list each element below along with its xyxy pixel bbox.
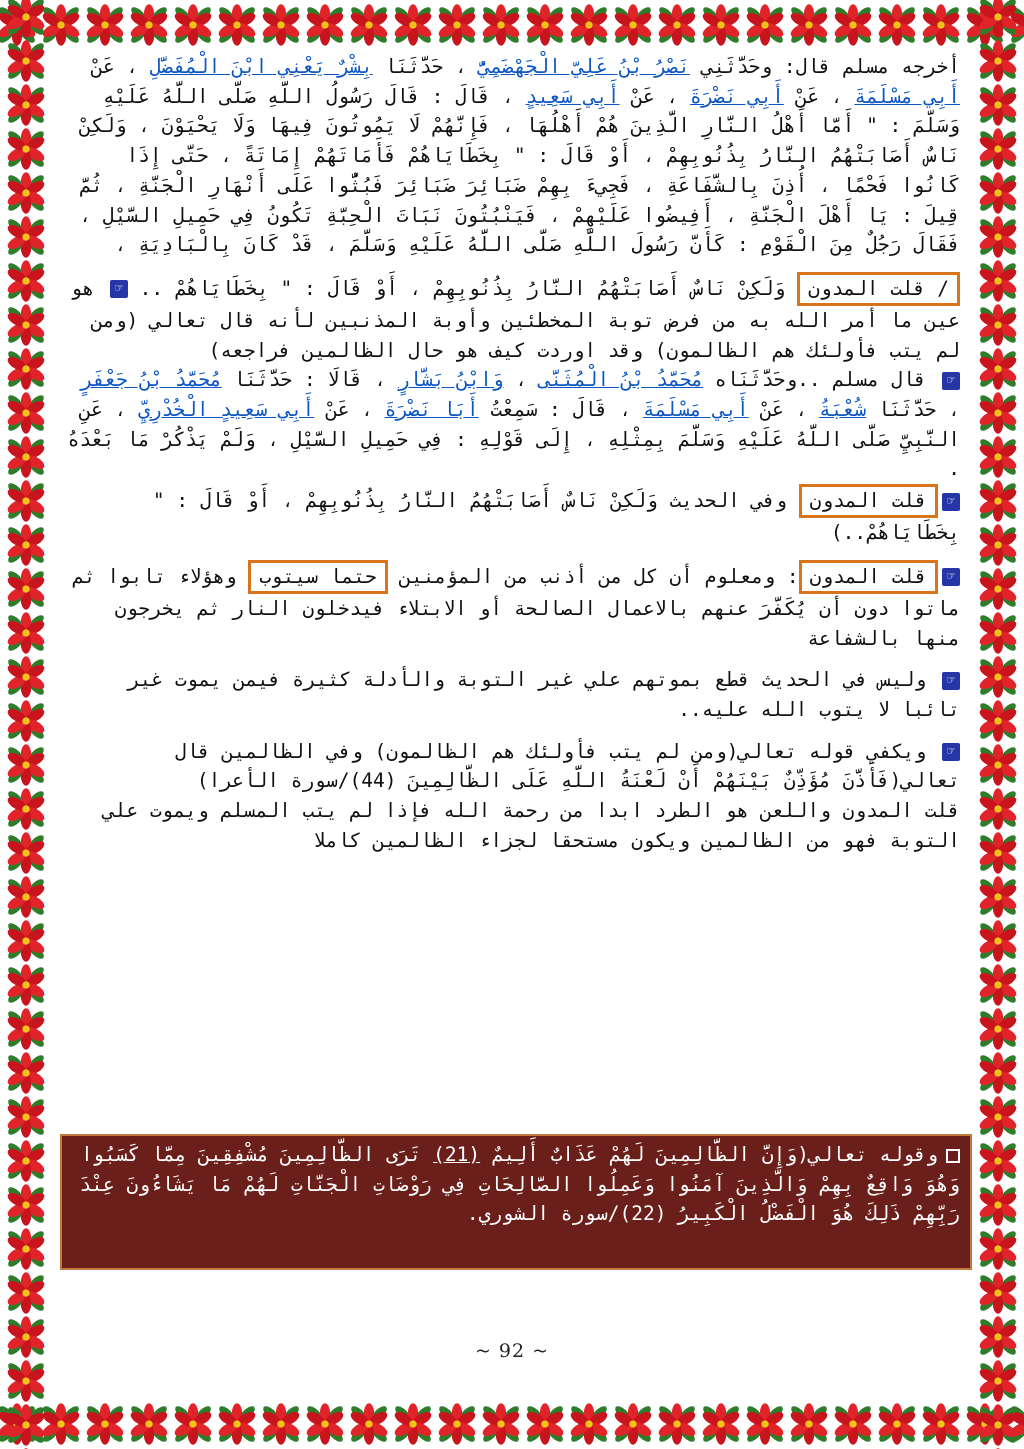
conclusion-paragraph: قلت المدون واللعن هو الطرد ابدا من رحمة الله فإذا لم يتب المسلم ويموت علي التوبة فهو من الظالمين ويكون مستحقا لجزاء الظالمين كاملا bbox=[102, 799, 960, 852]
text: وَلَكِنْ نَاسٌ أَصَابَتْهُمُ النَّارُ بِذُنُوبِهِمْ ، أَوْ قَالَ : " بِخَطَايَاهُمْ .. bbox=[127, 276, 798, 300]
poinsettia-icon bbox=[302, 2, 348, 48]
poinsettia-icon bbox=[346, 1401, 392, 1447]
text: أخرجه مسلم قال: وحَدَّثَنِي bbox=[689, 55, 960, 78]
text: : ومعلوم أن كل من أذنب من المؤمنين bbox=[387, 564, 799, 588]
pointing-hand-icon: ☞ bbox=[942, 372, 960, 390]
poinsettia-icon bbox=[258, 2, 304, 48]
poinsettia-icon bbox=[610, 2, 656, 48]
poinsettia-icon bbox=[975, 38, 1021, 84]
text: ، bbox=[503, 368, 539, 392]
pointing-hand-icon: ☞ bbox=[110, 280, 128, 298]
boxed-label: قلت المدون bbox=[799, 484, 938, 518]
poinsettia-icon bbox=[3, 258, 49, 304]
poinsettia-icon bbox=[975, 874, 1021, 920]
poinsettia-icon bbox=[566, 1401, 612, 1447]
text: وقوله تعالي(وَإِنَّ الظَّالِمِينَ لَهُمْ عَذَابٌ أَلِيمٌ bbox=[480, 1143, 938, 1166]
narrator-link[interactable]: نَصْرُ بْنُ عَلِيّ الْجَهْضَمِيُّ bbox=[478, 55, 690, 78]
poinsettia-icon bbox=[258, 1401, 304, 1447]
poinsettia-icon bbox=[434, 2, 480, 48]
poinsettia-icon bbox=[975, 654, 1021, 700]
poinsettia-icon bbox=[3, 918, 49, 964]
poinsettia-icon bbox=[3, 654, 49, 700]
text: ويكفي قوله تعالي(ومن لم يتب فأولئك هم الظالمون) وفي الظالمين قال تعالي(فَأَذَّنَ مُؤَذِّنٌ بَيْنَهُمْ أَنْ لَعْنَةُ اللَّهِ عَلَى الظَّالِمِينَ (44)/سورة الأعرا) bbox=[174, 739, 960, 793]
poinsettia-icon bbox=[3, 1358, 49, 1404]
poinsettia-icon bbox=[975, 170, 1021, 216]
poinsettia-icon bbox=[3, 346, 49, 392]
poinsettia-icon bbox=[975, 1050, 1021, 1096]
text: هو عين ما أمر الله به من فرض توبة المخطئين وأوبة المذنبين لأنه قال تعالي (ومن لم يتب فأولئك هم الظالمون) وقد اوردت كيف هو حال الظالمين فراجعه) bbox=[70, 276, 960, 362]
narrator-link[interactable]: أَبِي سَعِيدٍ الْخُدْرِيِّ bbox=[138, 398, 315, 422]
poinsettia-icon bbox=[434, 1401, 480, 1447]
poinsettia-icon bbox=[975, 478, 1021, 524]
poinsettia-icon bbox=[918, 1401, 964, 1447]
poinsettia-icon bbox=[975, 1402, 1021, 1448]
poinsettia-icon bbox=[3, 1138, 49, 1184]
poinsettia-icon bbox=[3, 610, 49, 656]
poinsettia-icon bbox=[522, 2, 568, 48]
poinsettia-icon bbox=[830, 2, 876, 48]
poinsettia-icon bbox=[3, 82, 49, 128]
narrator-link[interactable]: أَبَا نَضْرَةَ bbox=[384, 398, 479, 422]
page-number: ~ 92 ~ bbox=[474, 1340, 550, 1362]
poinsettia-icon bbox=[975, 786, 1021, 832]
text: ، عَنْ bbox=[783, 84, 855, 108]
poinsettia-icon bbox=[975, 1226, 1021, 1272]
poinsettia-icon bbox=[3, 566, 49, 612]
text: تَرَى الظَّالِمِينَ مُشْفِقِينَ مِمَّا كَسَبُوا وَهُوَ وَاقِعٌ بِهِمْ وَالَّذِينَ آمَنُوا وَعَمِلُوا الصَّالِحَاتِ فِي رَوْضَاتِ الْجَنَّاتِ لَهُمْ مَا يَشَاءُونَ عِنْدَ رَبِّهِمْ ذَلِكَ هُوَ الْفَضْلُ الْكَبِيرُ (22)/سورة الشوري. bbox=[79, 1143, 960, 1225]
poinsettia-icon bbox=[975, 610, 1021, 656]
commentary-paragraph bbox=[60, 665, 960, 724]
text: وفي الحديث وَلَكِنْ نَاسٌ أَصَابَتْهُمُ النَّارُ بِذُنُوبِهِمْ ، أَوْ قَالَ : " بِخَطَايَاهُمْ..) bbox=[152, 489, 960, 545]
poinsettia-icon bbox=[3, 390, 49, 436]
pointing-hand-icon: ☞ bbox=[942, 672, 960, 690]
poinsettia-icon bbox=[918, 2, 964, 48]
commentary-paragraph bbox=[60, 560, 960, 653]
commentary-paragraph bbox=[60, 737, 960, 796]
narrator-link[interactable]: شُعْبَةُ bbox=[819, 398, 867, 422]
poinsettia-icon bbox=[3, 1226, 49, 1272]
poinsettia-icon bbox=[698, 1401, 744, 1447]
poinsettia-icon bbox=[786, 2, 832, 48]
poinsettia-icon bbox=[975, 1094, 1021, 1140]
text: ، عَنْ bbox=[314, 398, 385, 422]
poinsettia-icon bbox=[3, 698, 49, 744]
poinsettia-icon bbox=[742, 2, 788, 48]
poinsettia-icon bbox=[3, 1094, 49, 1140]
hadith-paragraph bbox=[60, 52, 960, 260]
narrator-link[interactable]: وَابْنُ بَشَّارٍ bbox=[397, 368, 504, 392]
text: قال مسلم ..وحَدَّثَنَاه bbox=[703, 368, 938, 392]
poinsettia-icon bbox=[975, 918, 1021, 964]
poinsettia-icon bbox=[3, 962, 49, 1008]
poinsettia-icon bbox=[3, 302, 49, 348]
poinsettia-icon bbox=[3, 742, 49, 788]
poinsettia-icon bbox=[786, 1401, 832, 1447]
pointing-hand-icon: ☞ bbox=[942, 568, 960, 586]
poinsettia-icon bbox=[975, 830, 1021, 876]
poinsettia-icon bbox=[3, 434, 49, 480]
boxed-label: قلت المدون bbox=[799, 560, 938, 594]
poinsettia-icon bbox=[975, 742, 1021, 788]
poinsettia-icon bbox=[975, 1138, 1021, 1184]
border-top bbox=[0, 0, 1024, 50]
poinsettia-icon bbox=[3, 126, 49, 172]
poinsettia-icon bbox=[975, 346, 1021, 392]
poinsettia-icon bbox=[975, 126, 1021, 172]
poinsettia-icon bbox=[975, 522, 1021, 568]
poinsettia-icon bbox=[3, 1270, 49, 1316]
poinsettia-icon bbox=[610, 1401, 656, 1447]
page-content bbox=[60, 52, 960, 855]
poinsettia-icon bbox=[975, 390, 1021, 436]
poinsettia-icon bbox=[975, 698, 1021, 744]
text: ، عَنْ bbox=[91, 55, 150, 78]
text: ، قَالَ : قَالَ رَسُولُ اللَّهِ صَلَّى اللَّهُ عَلَيْهِ وَسَلَّمَ : " أَمَّا أَهْلُ النَّارِ الَّذِينَ هُمْ أَهْلُهَا ، فَإِنَّهُمْ لَا يَمُوتُونَ فِيهَا وَلَا يَحْيَوْنَ ، وَلَكِنْ نَاسٌ أَصَابَتْهُمُ النَّارُ بِذُنُوبِهِمْ ، أَوْ قَالَ : " بِخَطَايَاهُمْ فَأَمَاتَهُمْ إِمَاتَةً ، حَتَّى إِذَا كَانُوا فَحْمًا ، أُذِنَ بِالشَّفَاعَةِ ، فَجِيءَ بِهِمْ ضَبَائِرَ ضَبَائِرَ فَبُثُّوا عَلَى أَنْهَارِ الْجَنَّةِ ، ثُمَّ قِيلَ : يَا أَهْلَ الْجَنَّةِ ، أَفِيضُوا عَلَيْهِمْ ، فَيَنْبُتُونَ نَبَاتَ الْحِبَّةِ تَكُونُ فِي حَمِيلِ السَّيْلِ ، فَقَالَ رَجُلٌ مِنَ الْقَوْمِ : كَأَنَّ رَسُولَ اللَّهِ صَلَّى اللَّهُ عَلَيْهِ وَسَلَّمَ ، قَدْ كَانَ بِالْبَادِيَةِ ، bbox=[79, 84, 960, 257]
pointing-hand-icon: ☞ bbox=[942, 493, 960, 511]
narrator-link[interactable]: أَبِي سَعِيدٍ bbox=[525, 84, 620, 108]
poinsettia-icon bbox=[214, 2, 260, 48]
poinsettia-icon bbox=[3, 1050, 49, 1096]
poinsettia-icon bbox=[3, 214, 49, 260]
hadith-chain-paragraph bbox=[60, 365, 960, 484]
poinsettia-icon bbox=[975, 1358, 1021, 1404]
poinsettia-icon bbox=[742, 1401, 788, 1447]
poinsettia-icon bbox=[3, 522, 49, 568]
poinsettia-icon bbox=[975, 1270, 1021, 1316]
poinsettia-icon bbox=[3, 170, 49, 216]
poinsettia-icon bbox=[170, 1401, 216, 1447]
poinsettia-icon bbox=[975, 1006, 1021, 1052]
poinsettia-icon bbox=[975, 0, 1021, 40]
narrator-link[interactable]: مُحَمَّدُ بْنُ جَعْفَرٍ bbox=[80, 368, 222, 392]
border-right bbox=[972, 0, 1024, 1449]
poinsettia-icon bbox=[302, 1401, 348, 1447]
poinsettia-icon bbox=[3, 1006, 49, 1052]
poinsettia-icon bbox=[478, 1401, 524, 1447]
poinsettia-icon bbox=[346, 2, 392, 48]
pointing-hand-icon: ☞ bbox=[942, 743, 960, 761]
verse-callout bbox=[60, 1134, 972, 1270]
poinsettia-icon bbox=[975, 566, 1021, 612]
poinsettia-icon bbox=[566, 2, 612, 48]
poinsettia-icon bbox=[975, 434, 1021, 480]
poinsettia-icon bbox=[975, 214, 1021, 260]
poinsettia-icon bbox=[874, 1401, 920, 1447]
poinsettia-icon bbox=[3, 0, 49, 40]
narrator-link[interactable]: مُحَمَّدُ بْنُ الْمُثَنَّى bbox=[538, 368, 704, 392]
poinsettia-icon bbox=[654, 1401, 700, 1447]
square-icon bbox=[946, 1149, 960, 1163]
text: ، قَالَ : سَمِعْتُ bbox=[478, 398, 643, 422]
text: وليس في الحديث قطع بموتهم علي غير التوبة والأدلة كثيرة فيمن يموت غير تائبا لا يتوب الله عليه.. bbox=[127, 668, 960, 721]
poinsettia-icon bbox=[975, 258, 1021, 304]
border-bottom bbox=[0, 1399, 1024, 1449]
text: ، عَنْ bbox=[748, 398, 820, 422]
poinsettia-icon bbox=[3, 786, 49, 832]
poinsettia-icon bbox=[3, 874, 49, 920]
poinsettia-icon bbox=[478, 2, 524, 48]
border-left bbox=[0, 0, 52, 1449]
poinsettia-icon bbox=[82, 1401, 128, 1447]
text: وهؤلاء تابوا ثم ماتوا دون أن يُكَفَّرَ عنهم بالاعمال الصالحة أو الابتلاء فيدخلون النار ثم يخرجون منها بالشفاعة bbox=[72, 564, 960, 650]
poinsettia-icon bbox=[214, 1401, 260, 1447]
poinsettia-icon bbox=[654, 2, 700, 48]
commentary-paragraph bbox=[60, 484, 960, 548]
poinsettia-icon bbox=[522, 1401, 568, 1447]
poinsettia-icon bbox=[975, 962, 1021, 1008]
narrator-link[interactable]: أَبِي نَضْرَةَ bbox=[689, 84, 784, 108]
verse-number: (21) bbox=[433, 1143, 481, 1166]
poinsettia-icon bbox=[3, 1402, 49, 1448]
narrator-link[interactable]: أَبِي مَسْلَمَةَ bbox=[854, 84, 960, 108]
narrator-link[interactable]: أَبِي مَسْلَمَةَ bbox=[642, 398, 749, 422]
boxed-label: / قلت المدون bbox=[797, 272, 960, 306]
poinsettia-icon bbox=[975, 82, 1021, 128]
poinsettia-icon bbox=[170, 2, 216, 48]
poinsettia-icon bbox=[874, 2, 920, 48]
poinsettia-icon bbox=[830, 1401, 876, 1447]
text: ، عَنْ bbox=[619, 84, 690, 108]
poinsettia-icon bbox=[3, 478, 49, 524]
commentary-paragraph bbox=[60, 272, 960, 365]
poinsettia-icon bbox=[3, 1182, 49, 1228]
poinsettia-icon bbox=[126, 1401, 172, 1447]
boxed-label: حتما سيتوب bbox=[248, 560, 387, 594]
poinsettia-icon bbox=[390, 1401, 436, 1447]
text: ، عَنِ النَّبِيِّ صَلَّى اللَّهُ عَلَيْهِ وَسَلَّمَ بِمِثْلِهِ ، إِلَى قَوْلِهِ : فِي حَمِيلِ السَّيْلِ ، وَلَمْ يَذْكُرْ مَا بَعْدَهُ . bbox=[67, 398, 960, 481]
poinsettia-icon bbox=[82, 2, 128, 48]
poinsettia-icon bbox=[3, 38, 49, 84]
text: ، قَالَا : حَدَّثَنَا bbox=[221, 368, 398, 392]
narrator-link[interactable]: بِشْرٌ يَعْنِي ابْنَ الْمُفَضَّلِ bbox=[149, 55, 373, 78]
poinsettia-icon bbox=[975, 1182, 1021, 1228]
text: ، حَدَّثَنَا bbox=[372, 55, 479, 78]
poinsettia-icon bbox=[975, 302, 1021, 348]
text: ، حَدَّثَنَا bbox=[866, 398, 960, 422]
poinsettia-icon bbox=[390, 2, 436, 48]
poinsettia-icon bbox=[3, 830, 49, 876]
poinsettia-icon bbox=[126, 2, 172, 48]
poinsettia-icon bbox=[698, 2, 744, 48]
